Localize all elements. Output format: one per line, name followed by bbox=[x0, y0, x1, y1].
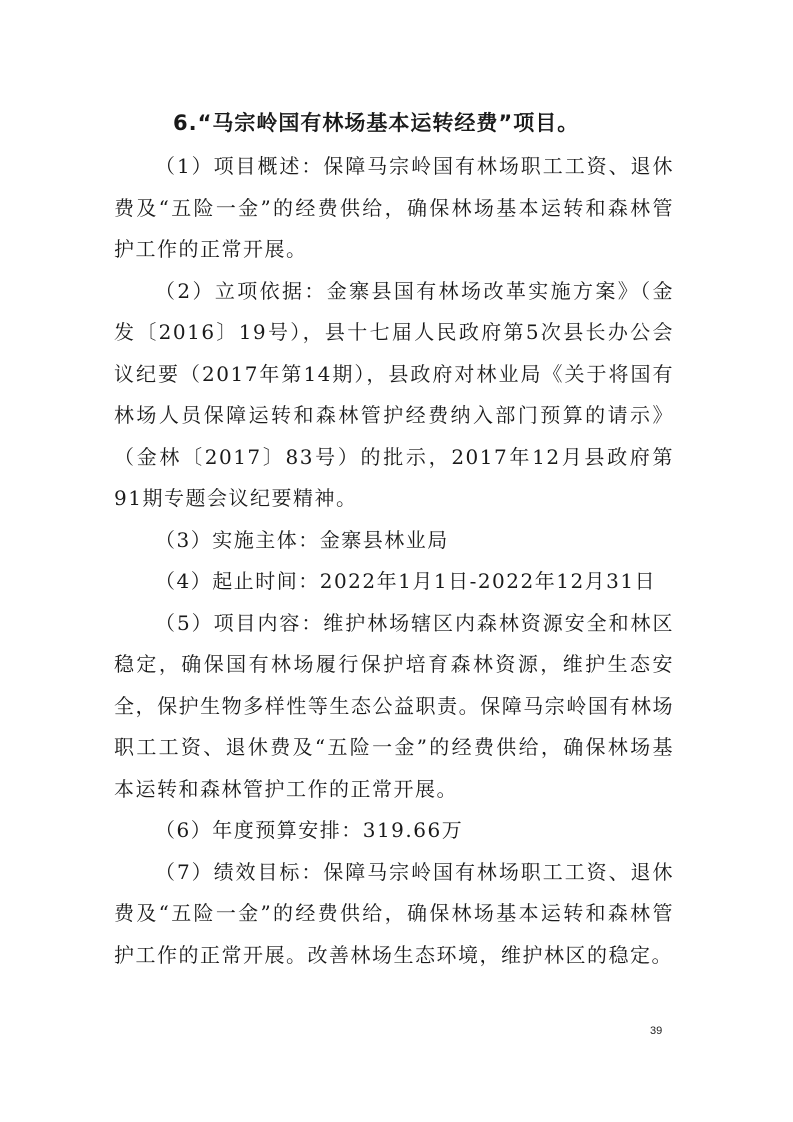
paragraph-budget: （6）年度预算安排：319.66万 bbox=[155, 818, 464, 842]
body-text bbox=[114, 146, 674, 976]
section-heading: 6.“马宗岭国有林场基本运转经费”项目。 bbox=[173, 111, 580, 135]
paragraph-goals: （7）绩效目标：保障马宗岭国有林场职工工资、退休费及“五险一金”的经费供给，确保林场基本运转和森林管护工作的正常开展。改善林场生态环境，维护林区的稳定。 bbox=[114, 859, 674, 967]
paragraph-content: （5）项目内容：维护林场辖区内森林资源安全和林区稳定，确保国有林场履行保护培育森林资源，维护生态安全，保护生物多样性等生态公益职责。保障马宗岭国有林场职工工资、退休费及“五险一金”的经费供给，确保林场基本运转和森林管护工作的正常开展。 bbox=[114, 610, 674, 801]
paragraph-implementer: （3）实施主体：金寨县林业局 bbox=[155, 527, 449, 552]
paragraph-period: （4）起止时间：2022年1月1日-2022年12月31日 bbox=[155, 569, 657, 593]
paragraph-basis: （2）立项依据：金寨县国有林场改革实施方案》（金发〔2016〕19号），县十七届人民政府第5次县长办公会议纪要（2017年第14期），县政府对林业局《关于将国有林场人员保障运转和森林管护经费纳入部门预算的请示》（金林〔2017〕83号）的批示，2017年12月县政府第91期专题会议纪要精神。 bbox=[114, 278, 674, 510]
page-number: 39 bbox=[650, 1025, 663, 1037]
paragraph-overview: （1）项目概述：保障马宗岭国有林场职工工资、退休费及“五险一金”的经费供给，确保林场基本运转和森林管护工作的正常开展。 bbox=[114, 154, 674, 261]
